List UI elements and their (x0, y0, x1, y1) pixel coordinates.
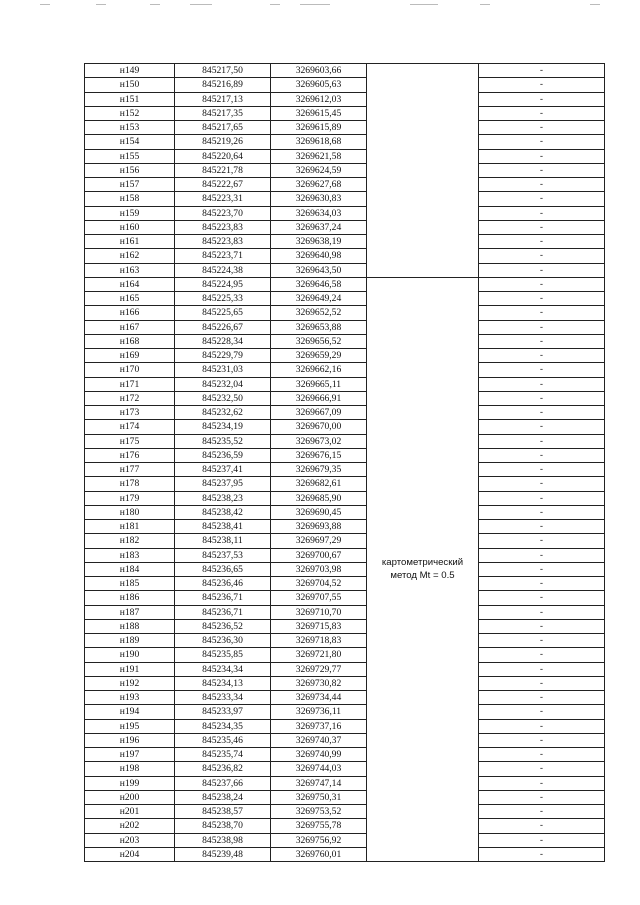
error-cell: - (479, 206, 605, 220)
point-id-cell: н192 (85, 676, 175, 690)
error-cell: - (479, 106, 605, 120)
y-coordinate-cell: 3269667,09 (271, 406, 367, 420)
y-coordinate-cell: 3269649,24 (271, 292, 367, 306)
x-coordinate-cell: 845236,59 (175, 448, 271, 462)
x-coordinate-cell: 845228,34 (175, 334, 271, 348)
error-cell: - (479, 619, 605, 633)
error-cell: - (479, 833, 605, 847)
point-id-cell: н157 (85, 178, 175, 192)
table-row (85, 719, 605, 733)
point-id-cell: н166 (85, 306, 175, 320)
table-row (85, 520, 605, 534)
point-id-cell: н172 (85, 391, 175, 405)
x-coordinate-cell: 845225,65 (175, 306, 271, 320)
error-cell: - (479, 762, 605, 776)
point-id-cell: н160 (85, 220, 175, 234)
error-cell: - (479, 676, 605, 690)
x-coordinate-cell: 845238,57 (175, 805, 271, 819)
error-cell: - (479, 477, 605, 491)
point-id-cell: н186 (85, 591, 175, 605)
x-coordinate-cell: 845216,89 (175, 78, 271, 92)
error-cell: - (479, 548, 605, 562)
y-coordinate-cell: 3269662,16 (271, 363, 367, 377)
x-coordinate-cell: 845235,74 (175, 748, 271, 762)
x-coordinate-cell: 845236,46 (175, 577, 271, 591)
x-coordinate-cell: 845235,85 (175, 648, 271, 662)
table-row (85, 548, 605, 562)
table-row (85, 491, 605, 505)
x-coordinate-cell: 845234,35 (175, 719, 271, 733)
coordinates-table (84, 63, 605, 862)
table-row (85, 135, 605, 149)
error-cell: - (479, 391, 605, 405)
y-coordinate-cell: 3269700,67 (271, 548, 367, 562)
x-coordinate-cell: 845237,66 (175, 776, 271, 790)
error-cell: - (479, 505, 605, 519)
table-row (85, 705, 605, 719)
y-coordinate-cell: 3269703,98 (271, 562, 367, 576)
x-coordinate-cell: 845238,98 (175, 833, 271, 847)
x-coordinate-cell: 845236,82 (175, 762, 271, 776)
point-id-cell: н182 (85, 534, 175, 548)
x-coordinate-cell: 845217,50 (175, 64, 271, 78)
x-coordinate-cell: 845223,83 (175, 235, 271, 249)
y-coordinate-cell: 3269618,68 (271, 135, 367, 149)
x-coordinate-cell: 845226,67 (175, 320, 271, 334)
x-coordinate-cell: 845236,71 (175, 591, 271, 605)
method-cell-upper (367, 64, 479, 278)
x-coordinate-cell: 845237,41 (175, 463, 271, 477)
scan-edge-marks (0, 4, 640, 10)
y-coordinate-cell: 3269707,55 (271, 591, 367, 605)
y-coordinate-cell: 3269637,24 (271, 220, 367, 234)
error-cell: - (479, 463, 605, 477)
y-coordinate-cell: 3269624,59 (271, 163, 367, 177)
point-id-cell: н159 (85, 206, 175, 220)
y-coordinate-cell: 3269750,31 (271, 790, 367, 804)
y-coordinate-cell: 3269682,61 (271, 477, 367, 491)
y-coordinate-cell: 3269676,15 (271, 448, 367, 462)
table-row (85, 691, 605, 705)
x-coordinate-cell: 845236,30 (175, 634, 271, 648)
x-coordinate-cell: 845217,35 (175, 106, 271, 120)
point-id-cell: н165 (85, 292, 175, 306)
y-coordinate-cell: 3269659,29 (271, 349, 367, 363)
error-cell: - (479, 149, 605, 163)
method-accuracy: метод Mt = 0.5 (390, 570, 455, 582)
x-coordinate-cell: 845232,62 (175, 406, 271, 420)
point-id-cell: н171 (85, 377, 175, 391)
table-row (85, 748, 605, 762)
x-coordinate-cell: 845221,78 (175, 163, 271, 177)
point-id-cell: н161 (85, 235, 175, 249)
error-cell: - (479, 591, 605, 605)
error-cell: - (479, 805, 605, 819)
coordinates-table-body (85, 64, 605, 862)
x-coordinate-cell: 845238,23 (175, 491, 271, 505)
y-coordinate-cell: 3269734,44 (271, 691, 367, 705)
x-coordinate-cell: 845238,42 (175, 505, 271, 519)
table-row (85, 78, 605, 92)
y-coordinate-cell: 3269652,52 (271, 306, 367, 320)
y-coordinate-cell: 3269693,88 (271, 520, 367, 534)
y-coordinate-cell: 3269747,14 (271, 776, 367, 790)
table-row (85, 192, 605, 206)
error-cell: - (479, 363, 605, 377)
table-row (85, 776, 605, 790)
point-id-cell: н162 (85, 249, 175, 263)
error-cell: - (479, 334, 605, 348)
table-row (85, 605, 605, 619)
error-cell: - (479, 733, 605, 747)
point-id-cell: н190 (85, 648, 175, 662)
y-coordinate-cell: 3269603,66 (271, 64, 367, 78)
error-cell: - (479, 776, 605, 790)
table-row (85, 577, 605, 591)
y-coordinate-cell: 3269656,52 (271, 334, 367, 348)
table-row (85, 334, 605, 348)
error-cell: - (479, 491, 605, 505)
error-cell: - (479, 349, 605, 363)
point-id-cell: н164 (85, 277, 175, 291)
error-cell: - (479, 605, 605, 619)
x-coordinate-cell: 845236,65 (175, 562, 271, 576)
y-coordinate-cell: 3269627,68 (271, 178, 367, 192)
x-coordinate-cell: 845232,04 (175, 377, 271, 391)
error-cell: - (479, 420, 605, 434)
point-id-cell: н152 (85, 106, 175, 120)
y-coordinate-cell: 3269666,91 (271, 391, 367, 405)
table-row (85, 320, 605, 334)
y-coordinate-cell: 3269640,98 (271, 249, 367, 263)
table-row (85, 92, 605, 106)
error-cell: - (479, 249, 605, 263)
x-coordinate-cell: 845235,52 (175, 434, 271, 448)
error-cell: - (479, 78, 605, 92)
point-id-cell: н198 (85, 762, 175, 776)
x-coordinate-cell: 845238,11 (175, 534, 271, 548)
point-id-cell: н184 (85, 562, 175, 576)
point-id-cell: н202 (85, 819, 175, 833)
error-cell: - (479, 562, 605, 576)
table-row (85, 505, 605, 519)
x-coordinate-cell: 845223,71 (175, 249, 271, 263)
table-row (85, 406, 605, 420)
point-id-cell: н195 (85, 719, 175, 733)
table-row (85, 805, 605, 819)
error-cell: - (479, 406, 605, 420)
error-cell: - (479, 648, 605, 662)
y-coordinate-cell: 3269740,99 (271, 748, 367, 762)
x-coordinate-cell: 845234,13 (175, 676, 271, 690)
table-row (85, 762, 605, 776)
table-row (85, 106, 605, 120)
point-id-cell: н193 (85, 691, 175, 705)
error-cell: - (479, 263, 605, 277)
point-id-cell: н177 (85, 463, 175, 477)
x-coordinate-cell: 845233,34 (175, 691, 271, 705)
y-coordinate-cell: 3269646,58 (271, 277, 367, 291)
error-cell: - (479, 277, 605, 291)
y-coordinate-cell: 3269704,52 (271, 577, 367, 591)
y-coordinate-cell: 3269753,52 (271, 805, 367, 819)
error-cell: - (479, 192, 605, 206)
y-coordinate-cell: 3269737,16 (271, 719, 367, 733)
table-row (85, 349, 605, 363)
point-id-cell: н179 (85, 491, 175, 505)
point-id-cell: н181 (85, 520, 175, 534)
error-cell: - (479, 377, 605, 391)
point-id-cell: н169 (85, 349, 175, 363)
error-cell: - (479, 320, 605, 334)
x-coordinate-cell: 845217,13 (175, 92, 271, 106)
table-row (85, 434, 605, 448)
y-coordinate-cell: 3269653,88 (271, 320, 367, 334)
y-coordinate-cell: 3269612,03 (271, 92, 367, 106)
table-row (85, 448, 605, 462)
error-cell: - (479, 520, 605, 534)
table-row (85, 662, 605, 676)
point-id-cell: н175 (85, 434, 175, 448)
y-coordinate-cell: 3269730,82 (271, 676, 367, 690)
x-coordinate-cell: 845234,34 (175, 662, 271, 676)
point-id-cell: н189 (85, 634, 175, 648)
y-coordinate-cell: 3269744,03 (271, 762, 367, 776)
table-row (85, 206, 605, 220)
y-coordinate-cell: 3269670,00 (271, 420, 367, 434)
y-coordinate-cell: 3269718,83 (271, 634, 367, 648)
error-cell: - (479, 719, 605, 733)
x-coordinate-cell: 845237,95 (175, 477, 271, 491)
error-cell: - (479, 135, 605, 149)
point-id-cell: н204 (85, 847, 175, 861)
point-id-cell: н158 (85, 192, 175, 206)
table-row (85, 463, 605, 477)
table-row (85, 277, 605, 291)
error-cell: - (479, 306, 605, 320)
point-id-cell: н150 (85, 78, 175, 92)
table-row (85, 64, 605, 78)
y-coordinate-cell: 3269740,37 (271, 733, 367, 747)
table-row (85, 377, 605, 391)
point-id-cell: н203 (85, 833, 175, 847)
y-coordinate-cell: 3269634,03 (271, 206, 367, 220)
point-id-cell: н191 (85, 662, 175, 676)
table-row (85, 163, 605, 177)
table-row (85, 634, 605, 648)
error-cell: - (479, 220, 605, 234)
y-coordinate-cell: 3269679,35 (271, 463, 367, 477)
y-coordinate-cell: 3269690,45 (271, 505, 367, 519)
table-row (85, 292, 605, 306)
point-id-cell: н199 (85, 776, 175, 790)
error-cell: - (479, 691, 605, 705)
table-row (85, 790, 605, 804)
y-coordinate-cell: 3269755,78 (271, 819, 367, 833)
x-coordinate-cell: 845223,31 (175, 192, 271, 206)
table-row (85, 648, 605, 662)
y-coordinate-cell: 3269621,58 (271, 149, 367, 163)
table-row (85, 477, 605, 491)
error-cell: - (479, 577, 605, 591)
y-coordinate-cell: 3269673,02 (271, 434, 367, 448)
point-id-cell: н197 (85, 748, 175, 762)
y-coordinate-cell: 3269615,45 (271, 106, 367, 120)
x-coordinate-cell: 845232,50 (175, 391, 271, 405)
point-id-cell: н180 (85, 505, 175, 519)
table-row (85, 249, 605, 263)
table-row (85, 235, 605, 249)
error-cell: - (479, 790, 605, 804)
x-coordinate-cell: 845238,24 (175, 790, 271, 804)
y-coordinate-cell: 3269638,19 (271, 235, 367, 249)
x-coordinate-cell: 845220,64 (175, 149, 271, 163)
error-cell: - (479, 705, 605, 719)
point-id-cell: н170 (85, 363, 175, 377)
x-coordinate-cell: 845238,70 (175, 819, 271, 833)
table-row (85, 363, 605, 377)
table-row (85, 178, 605, 192)
y-coordinate-cell: 3269710,70 (271, 605, 367, 619)
x-coordinate-cell: 845224,95 (175, 277, 271, 291)
table-row (85, 121, 605, 135)
x-coordinate-cell: 845223,83 (175, 220, 271, 234)
point-id-cell: н176 (85, 448, 175, 462)
error-cell: - (479, 163, 605, 177)
point-id-cell: н156 (85, 163, 175, 177)
error-cell: - (479, 121, 605, 135)
x-coordinate-cell: 845236,52 (175, 619, 271, 633)
x-coordinate-cell: 845235,46 (175, 733, 271, 747)
y-coordinate-cell: 3269736,11 (271, 705, 367, 719)
point-id-cell: н194 (85, 705, 175, 719)
table-row (85, 306, 605, 320)
error-cell: - (479, 292, 605, 306)
method-name: картометрический (381, 557, 464, 569)
point-id-cell: н153 (85, 121, 175, 135)
point-id-cell: н168 (85, 334, 175, 348)
point-id-cell: н155 (85, 149, 175, 163)
x-coordinate-cell: 845231,03 (175, 363, 271, 377)
error-cell: - (479, 92, 605, 106)
point-id-cell: н188 (85, 619, 175, 633)
x-coordinate-cell: 845236,71 (175, 605, 271, 619)
table-row (85, 263, 605, 277)
x-coordinate-cell: 845233,97 (175, 705, 271, 719)
x-coordinate-cell: 845217,65 (175, 121, 271, 135)
error-cell: - (479, 634, 605, 648)
method-cell (367, 277, 479, 861)
y-coordinate-cell: 3269605,63 (271, 78, 367, 92)
point-id-cell: н196 (85, 733, 175, 747)
y-coordinate-cell: 3269697,29 (271, 534, 367, 548)
point-id-cell: н183 (85, 548, 175, 562)
error-cell: - (479, 434, 605, 448)
x-coordinate-cell: 845234,19 (175, 420, 271, 434)
table-row (85, 534, 605, 548)
point-id-cell: н173 (85, 406, 175, 420)
point-id-cell: н200 (85, 790, 175, 804)
table-row (85, 149, 605, 163)
table-row (85, 391, 605, 405)
error-cell: - (479, 178, 605, 192)
x-coordinate-cell: 845219,26 (175, 135, 271, 149)
point-id-cell: н163 (85, 263, 175, 277)
point-id-cell: н185 (85, 577, 175, 591)
x-coordinate-cell: 845238,41 (175, 520, 271, 534)
x-coordinate-cell: 845224,38 (175, 263, 271, 277)
point-id-cell: н154 (85, 135, 175, 149)
error-cell: - (479, 819, 605, 833)
error-cell: - (479, 534, 605, 548)
error-cell: - (479, 235, 605, 249)
y-coordinate-cell: 3269665,11 (271, 377, 367, 391)
error-cell: - (479, 847, 605, 861)
x-coordinate-cell: 845237,53 (175, 548, 271, 562)
y-coordinate-cell: 3269715,83 (271, 619, 367, 633)
point-id-cell: н167 (85, 320, 175, 334)
table-row (85, 619, 605, 633)
table-row (85, 847, 605, 861)
y-coordinate-cell: 3269760,01 (271, 847, 367, 861)
x-coordinate-cell: 845222,67 (175, 178, 271, 192)
x-coordinate-cell: 845229,79 (175, 349, 271, 363)
y-coordinate-cell: 3269615,89 (271, 121, 367, 135)
table-row (85, 819, 605, 833)
y-coordinate-cell: 3269756,92 (271, 833, 367, 847)
point-id-cell: н174 (85, 420, 175, 434)
table-row (85, 676, 605, 690)
table-row (85, 733, 605, 747)
error-cell: - (479, 662, 605, 676)
point-id-cell: н201 (85, 805, 175, 819)
x-coordinate-cell: 845225,33 (175, 292, 271, 306)
point-id-cell: н149 (85, 64, 175, 78)
table-row (85, 562, 605, 576)
table-row (85, 591, 605, 605)
point-id-cell: н178 (85, 477, 175, 491)
y-coordinate-cell: 3269685,90 (271, 491, 367, 505)
error-cell: - (479, 64, 605, 78)
y-coordinate-cell: 3269643,50 (271, 263, 367, 277)
table-row (85, 833, 605, 847)
error-cell: - (479, 748, 605, 762)
x-coordinate-cell: 845239,48 (175, 847, 271, 861)
error-cell: - (479, 448, 605, 462)
y-coordinate-cell: 3269721,80 (271, 648, 367, 662)
table-row (85, 220, 605, 234)
y-coordinate-cell: 3269729,77 (271, 662, 367, 676)
x-coordinate-cell: 845223,70 (175, 206, 271, 220)
y-coordinate-cell: 3269630,83 (271, 192, 367, 206)
point-id-cell: н151 (85, 92, 175, 106)
table-row (85, 420, 605, 434)
point-id-cell: н187 (85, 605, 175, 619)
